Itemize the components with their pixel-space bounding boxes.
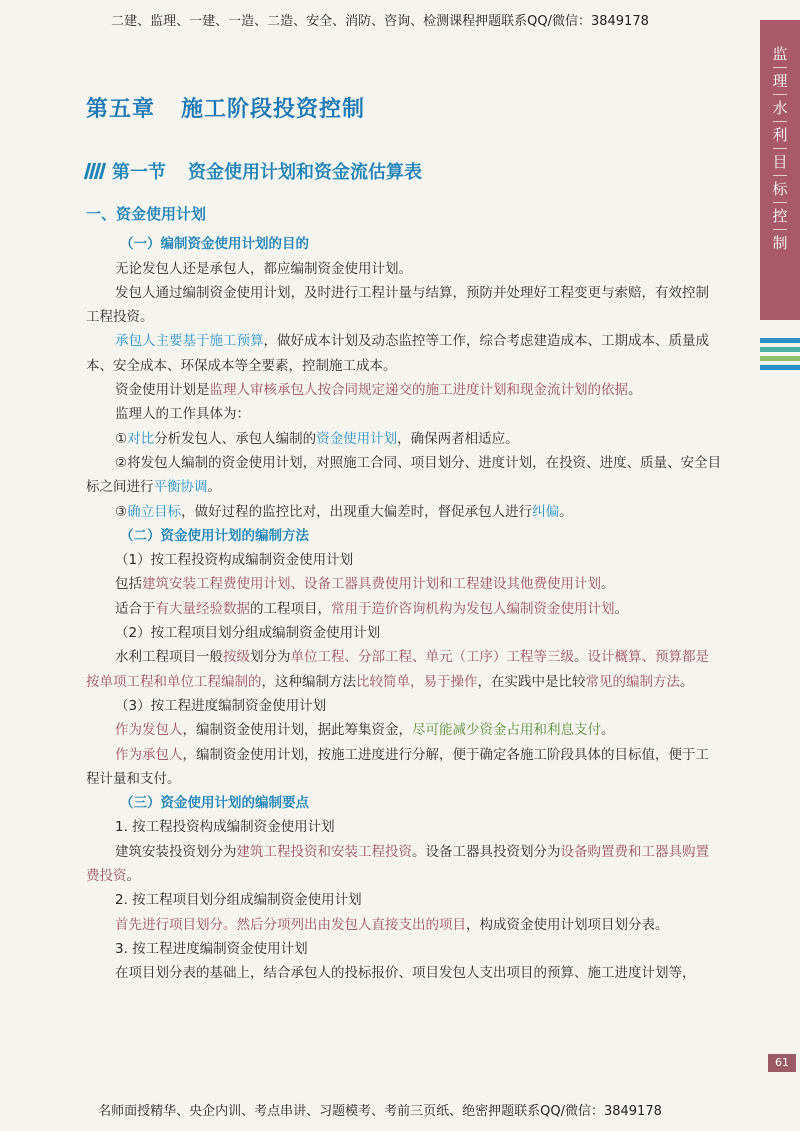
side-tab-char: 理 xyxy=(772,72,788,90)
point-heading: 1. 按工程投资构成编制资金使用计划 xyxy=(115,819,335,836)
paragraph: 承包人主要基于施工预算，做好成本计划及动态监控等工作，综合考虑建造成本、工期成本、质量成本、安全成本、环保成本等全要素，控制施工成本。 xyxy=(86,333,709,374)
section-name: 资金使用计划和资金流估算表 xyxy=(188,162,422,183)
side-tab-char: 监 xyxy=(772,45,788,63)
side-tab-char: 目 xyxy=(772,153,788,171)
point-heading: 2. 按工程项目划分组成编制资金使用计划 xyxy=(115,892,362,909)
subheading-key-points: （三）资金使用计划的编制要点 xyxy=(120,795,309,812)
subheading-purpose: （一）编制资金使用计划的目的 xyxy=(120,236,309,253)
section-title xyxy=(86,158,422,184)
method-heading: （3）按工程进度编制资金使用计划 xyxy=(115,697,327,714)
bottom-banner: 名师面授精华、央企内训、考点串讲、习题模考、考前三页纸、绝密押题联系QQ/微信：3849178 xyxy=(98,1104,662,1119)
side-tab-char: 标 xyxy=(772,180,788,198)
section-number: 第一节 xyxy=(112,162,166,183)
side-tab-char: 制 xyxy=(772,234,788,252)
side-tab-char: 利 xyxy=(772,126,788,144)
point-heading: 3. 按工程进度编制资金使用计划 xyxy=(115,940,308,957)
paragraph: 在项目划分表的基础上，结合承包人的投标报价、项目发包人支出项目的预算、施工进度计划等， xyxy=(115,965,696,982)
side-tab-char: 水 xyxy=(772,99,788,117)
paragraph: 包括建筑安装工程费使用计划、设备工器具费使用计划和工程建设其他费使用计划。 xyxy=(115,576,615,593)
paragraph: 适合于有大量经验数据的工程项目，常用于造价咨询机构为发包人编制资金使用计划。 xyxy=(115,600,628,617)
list-item: ③确立目标，做好过程的监控比对，出现重大偏差时，督促承包人进行纠偏。 xyxy=(115,503,573,520)
paragraph: 作为发包人，编制资金使用计划，据此筹集资金，尽可能减少资金占用和利息支付。 xyxy=(115,722,615,739)
subheading-methods: （二）资金使用计划的编制方法 xyxy=(120,527,309,544)
paragraph: 水利工程项目一般按级划分为单位工程、分部工程、单元（工序）工程等三级。设计概算、预算都是按单项工程和单位工程编制的，这种编制方法比较简单，易于操作，在实践中是比较常见的编制方法。 xyxy=(86,649,709,690)
page-number: 61 xyxy=(768,1054,796,1072)
heading-main: 一、资金使用计划 xyxy=(86,205,207,223)
body-content xyxy=(86,202,722,986)
chapter-number: 第五章 xyxy=(86,97,156,122)
list-item: ①对比分析发包人、承包人编制的资金使用计划，确保两者相适应。 xyxy=(115,430,519,447)
side-tab xyxy=(760,20,800,320)
paragraph: 发包人通过编制资金使用计划，及时进行工程计量与结算，预防并处理好工程变更与索赔，有效控制工程投资。 xyxy=(86,284,709,326)
method-heading: （1）按工程投资构成编制资金使用计划 xyxy=(115,552,354,569)
method-heading: （2）按工程项目划分组成编制资金使用计划 xyxy=(115,625,381,642)
paragraph: 无论发包人还是承包人，都应编制资金使用计划。 xyxy=(115,260,412,277)
top-banner: 二建、监理、一建、一造、二造、安全、消防、咨询、检测课程押题联系QQ/微信：3849178 xyxy=(111,14,649,29)
paragraph: 资金使用计划是监理人审核承包人按合同规定递交的施工进度计划和现金流计划的依据。 xyxy=(115,382,642,399)
paragraph: 建筑安装投资划分为建筑工程投资和安装工程投资。设备工器具投资划分为设备购置费和工器具购置费投资。 xyxy=(86,843,709,885)
list-item: ②将发包人编制的资金使用计划，对照施工合同、项目划分、进度计划，在投资、进度、质量、安全目标之间进行平衡协调。 xyxy=(86,454,722,496)
decor-stripes xyxy=(760,338,800,374)
chapter-title xyxy=(86,92,365,123)
section-bars-icon xyxy=(86,163,104,179)
paragraph: 作为承包人，编制资金使用计划，按施工进度进行分解，便于确定各施工阶段具体的目标值，便于工程计量和支付。 xyxy=(86,746,709,787)
chapter-name: 施工阶段投资控制 xyxy=(181,97,366,122)
paragraph: 首先进行项目划分。然后分项列出由发包人直接支出的项目，构成资金使用计划项目划分表。 xyxy=(115,916,669,933)
side-tab-char: 控 xyxy=(772,207,788,225)
paragraph: 监理人的工作具体为： xyxy=(115,406,250,423)
